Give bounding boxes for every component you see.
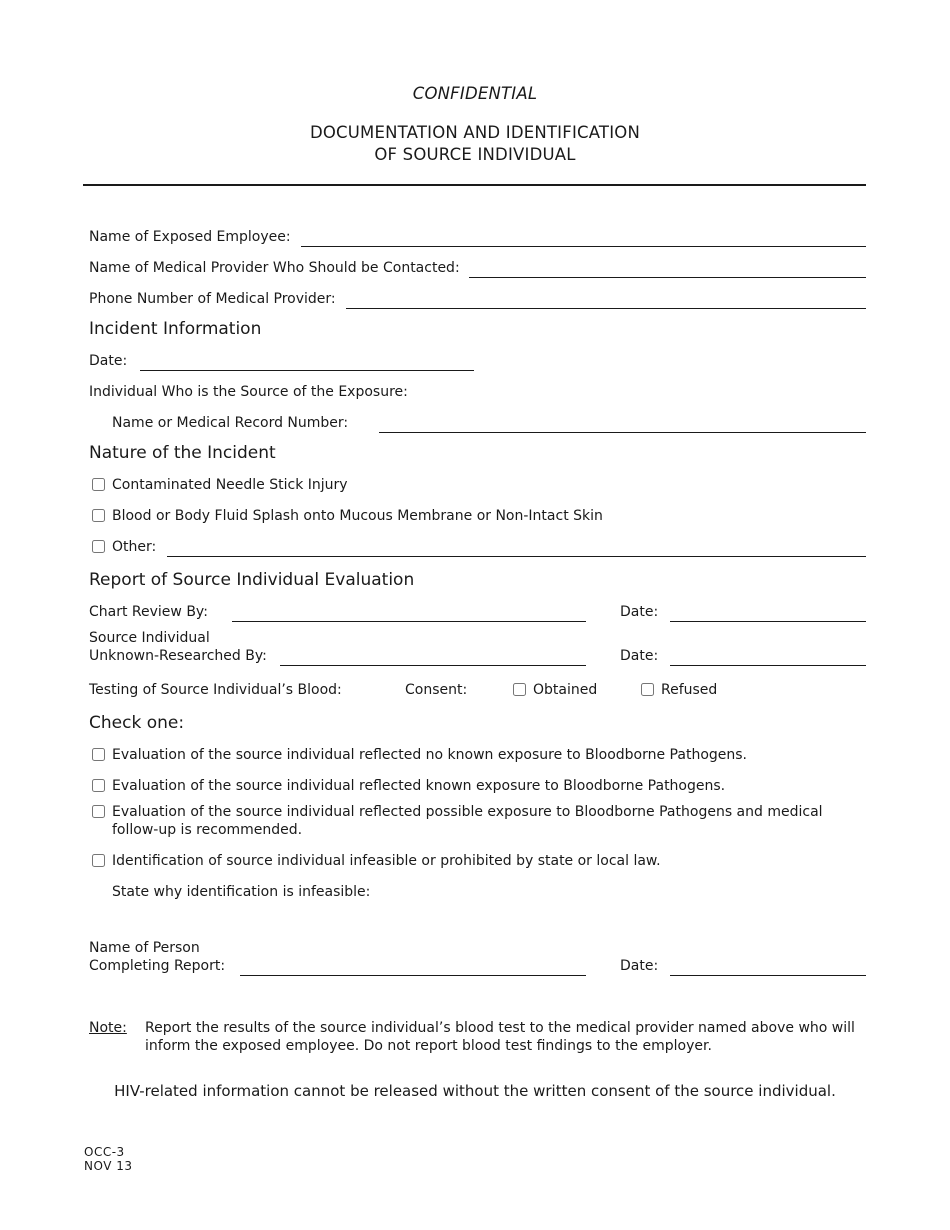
chart-review-date-label: Date: (620, 604, 659, 620)
note-text-line1: Report the results of the source individual’s blood test to the medical provider named above who will (145, 1020, 855, 1036)
completer-label-line2: Completing Report: (89, 958, 226, 974)
needle-stick-label: Contaminated Needle Stick Injury (112, 477, 348, 493)
form-revision: NOV 13 (84, 1159, 133, 1173)
unknown-date-input[interactable] (670, 647, 866, 666)
incident-date-input[interactable] (140, 352, 474, 371)
header-divider (83, 184, 866, 186)
fluid-splash-label: Blood or Body Fluid Splash onto Mucous Membrane or Non-Intact Skin (112, 508, 603, 524)
form-id: OCC-3 (84, 1145, 125, 1159)
fluid-splash-checkbox[interactable] (92, 509, 105, 522)
known-exposure-label: Evaluation of the source individual reflected known exposure to Bloodborne Pathogens. (112, 778, 726, 794)
exposed-employee-label: Name of Exposed Employee: (89, 229, 291, 245)
unknown-date-label: Date: (620, 648, 659, 664)
medical-provider-input[interactable] (469, 259, 866, 278)
chart-review-input[interactable] (232, 603, 586, 622)
evaluation-heading: Report of Source Individual Evaluation (89, 570, 415, 590)
incident-heading: Incident Information (89, 319, 262, 339)
consent-refused-checkbox[interactable] (641, 683, 654, 696)
known-exposure-checkbox[interactable] (92, 779, 105, 792)
nature-heading: Nature of the Incident (89, 443, 276, 463)
possible-exposure-label: Evaluation of the source individual reflected possible exposure to Bloodborne Pathogens and medical (112, 804, 823, 820)
consent-obtained-checkbox[interactable] (513, 683, 526, 696)
consent-refused-label: Refused (661, 682, 718, 698)
state-why-label: State why identification is infeasible: (112, 884, 371, 900)
consent-label: Consent: (405, 682, 468, 698)
completer-input[interactable] (240, 957, 586, 976)
incident-date-label: Date: (89, 353, 128, 369)
hiv-notice: HIV-related information cannot be released without the written consent of the source individual. (114, 1082, 836, 1100)
completion-date-input[interactable] (670, 957, 866, 976)
note-label: Note: (89, 1020, 127, 1036)
possible-exposure-label-line2: follow-up is recommended. (112, 822, 303, 838)
other-input[interactable] (167, 538, 866, 557)
completer-label-line1: Name of Person (89, 940, 200, 956)
provider-phone-label: Phone Number of Medical Provider: (89, 291, 336, 307)
confidential-label: CONFIDENTIAL (412, 84, 538, 103)
needle-stick-checkbox[interactable] (92, 478, 105, 491)
name-record-input[interactable] (379, 414, 866, 433)
other-label: Other: (112, 539, 157, 555)
medical-provider-label: Name of Medical Provider Who Should be Contacted: (89, 260, 460, 276)
unknown-label-line2: Unknown-Researched By: (89, 648, 267, 664)
possible-exposure-checkbox[interactable] (92, 805, 105, 818)
testing-label: Testing of Source Individual’s Blood: (89, 682, 342, 698)
chart-review-date-input[interactable] (670, 603, 866, 622)
name-record-label: Name or Medical Record Number: (112, 415, 349, 431)
completion-date-label: Date: (620, 958, 659, 974)
source-label: Individual Who is the Source of the Exposure: (89, 384, 408, 400)
identification-infeasible-checkbox[interactable] (92, 854, 105, 867)
page-title-line2: OF SOURCE INDIVIDUAL (374, 145, 576, 164)
unknown-label-line1: Source Individual (89, 630, 210, 646)
no-known-exposure-checkbox[interactable] (92, 748, 105, 761)
identification-infeasible-label: Identification of source individual infeasible or prohibited by state or local law. (112, 853, 661, 869)
unknown-researched-input[interactable] (280, 647, 586, 666)
other-checkbox[interactable] (92, 540, 105, 553)
no-known-exposure-label: Evaluation of the source individual reflected no known exposure to Bloodborne Pathogens. (112, 747, 747, 763)
provider-phone-input[interactable] (346, 290, 866, 309)
page-title-line1: DOCUMENTATION AND IDENTIFICATION (309, 123, 641, 142)
note-text-line2: inform the exposed employee. Do not report blood test findings to the employer. (145, 1038, 712, 1054)
exposed-employee-input[interactable] (301, 228, 866, 247)
check-one-heading: Check one: (89, 713, 185, 733)
chart-review-label: Chart Review By: (89, 604, 208, 620)
consent-obtained-label: Obtained (533, 682, 598, 698)
